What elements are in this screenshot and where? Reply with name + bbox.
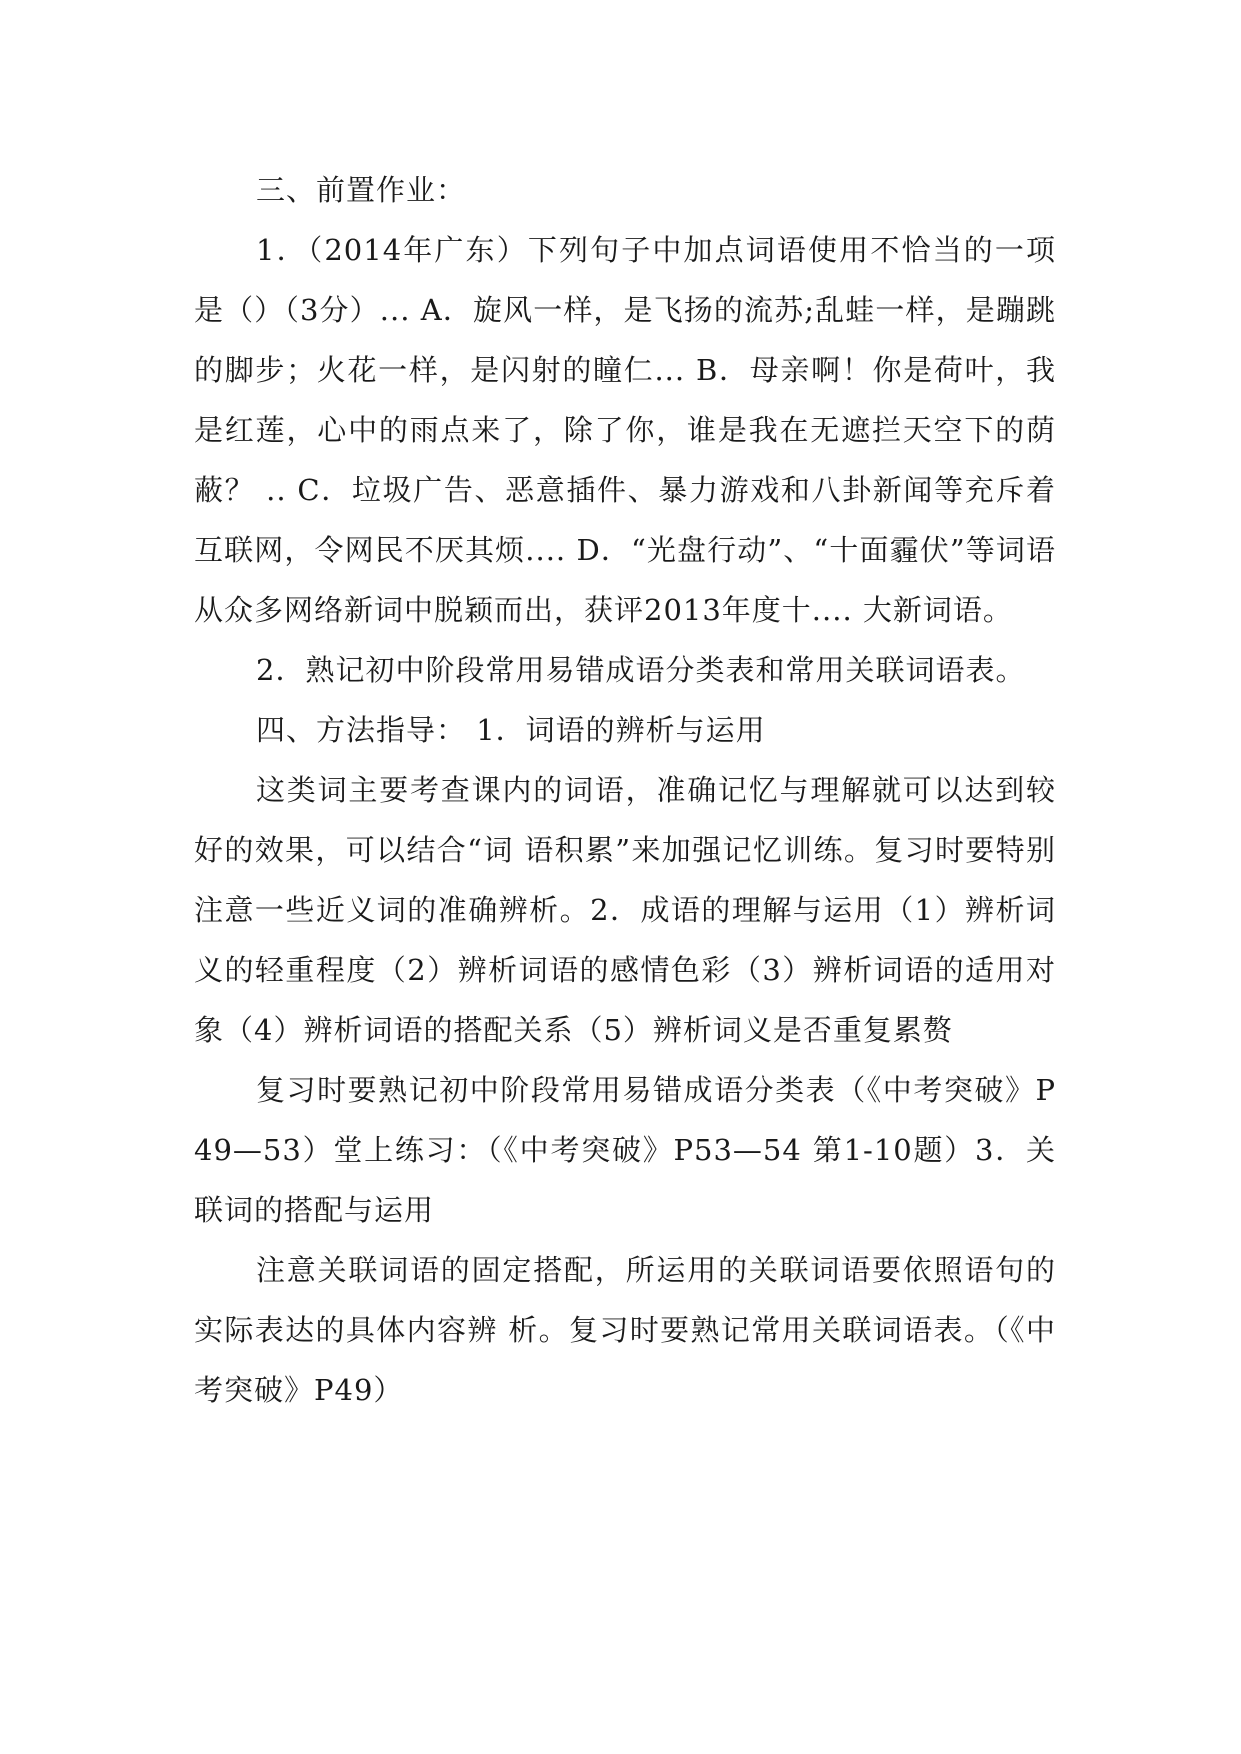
idiom-review-paragraph: 复习时要熟记初中阶段常用易错成语分类表（《中考突破》P49—53）堂上练习：（《中考突破》P53—54 第1-10题）3．关联词的搭配与运用 <box>194 1073 1056 1227</box>
question-1-paragraph: 1．（2014年广东）下列句子中加点词语使用不恰当的一项是（）（3分）... A．旋风一样，是飞扬的流苏;乱蛙一样，是蹦跳的脚步；火花一样，是闪射的瞳仁... B．母亲啊！你是荷叶，我是红莲，心中的雨点来了，除了你，谁是我在无遮拦天空下的荫蔽？ .. C．垃圾广告、恶意插件、暴力游戏和八卦新闻等充斥着互联网，令网民不厌其烦.... D．“光盘行动”、“十面霾伏”等词语从众多网络新词中脱颖而出，获评2013年度十.... 大新词语。 <box>194 233 1056 627</box>
document-body <box>194 160 1056 1420</box>
conjunction-guide-paragraph: 注意关联词语的固定搭配，所运用的关联词语要依照语句的实际表达的具体内容辨 析。复习时要熟记常用关联词语表。（《中考突破》P49） <box>194 1253 1056 1407</box>
section-heading-preview-homework: 三、前置作业： <box>256 173 467 207</box>
section-heading-method-guide: 四、方法指导： 1．词语的辨析与运用 <box>256 713 766 747</box>
question-2-paragraph: 2．熟记初中阶段常用易错成语分类表和常用关联词语表。 <box>256 653 1026 687</box>
vocabulary-guide-paragraph: 这类词主要考查课内的词语，准确记忆与理解就可以达到较好的效果，可以结合“词 语积累”来加强记忆训练。复习时要特别注意一些近义词的准确辨析。2．成语的理解与运用（1）辨析词义的轻重程度（2）辨析词语的感情色彩（3）辨析词语的适用对象（4）辨析词语的搭配关系（5）辨析词义是否重复累赘 <box>194 773 1056 1047</box>
